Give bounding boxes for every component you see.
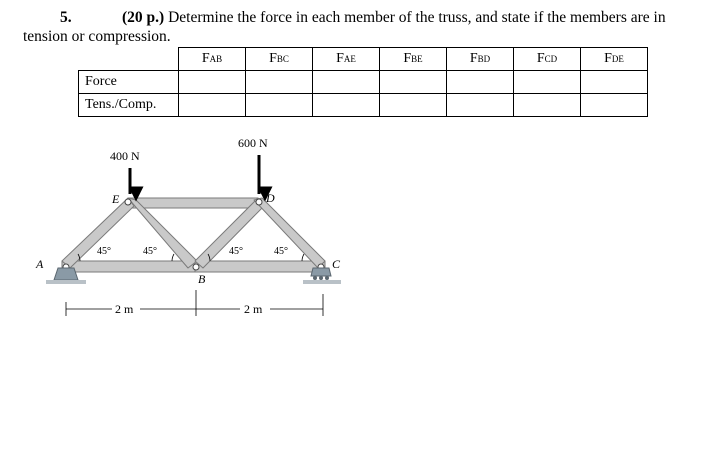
pin-e bbox=[125, 199, 131, 205]
dimension-lines bbox=[66, 290, 323, 316]
joint-label-c: C bbox=[332, 257, 341, 271]
answer-cell[interactable] bbox=[313, 71, 380, 94]
row-label-tens-comp: Tens./Comp. bbox=[79, 94, 179, 117]
table-row-force bbox=[79, 71, 648, 94]
table-header-row bbox=[79, 48, 648, 71]
member-ae bbox=[62, 198, 134, 268]
member-ab bbox=[62, 261, 195, 272]
question-line-2: tension or compression. bbox=[23, 28, 171, 45]
answer-cell[interactable] bbox=[313, 94, 380, 117]
header-f-de: FDE bbox=[581, 48, 648, 71]
joint-label-b: B bbox=[198, 272, 206, 286]
answer-table bbox=[78, 47, 648, 117]
answer-cell[interactable] bbox=[380, 71, 447, 94]
angle-arc bbox=[172, 254, 174, 261]
member-ed bbox=[128, 198, 258, 208]
answer-cell[interactable] bbox=[179, 71, 246, 94]
joint-label-d: D bbox=[266, 191, 275, 205]
question-number: 5. bbox=[60, 9, 72, 26]
table-row-tension-compression bbox=[79, 94, 648, 117]
dimension-label-right: 2 m bbox=[244, 302, 263, 316]
table-corner-cell bbox=[79, 48, 179, 71]
dimension-label-left: 2 m bbox=[115, 302, 134, 316]
angle-label: 45° bbox=[143, 246, 157, 257]
pin-b bbox=[193, 264, 199, 270]
answer-cell[interactable] bbox=[380, 94, 447, 117]
answer-cell[interactable] bbox=[447, 71, 514, 94]
answer-cell[interactable] bbox=[447, 94, 514, 117]
question-text: Determine the force in each member of the truss, and state if the members are in bbox=[168, 9, 666, 26]
header-f-be: FBE bbox=[380, 48, 447, 71]
angle-arc bbox=[302, 254, 304, 261]
answer-cell[interactable] bbox=[179, 94, 246, 117]
member-bc bbox=[195, 261, 325, 272]
row-label-force: Force bbox=[79, 71, 179, 94]
answer-cell[interactable] bbox=[581, 71, 648, 94]
header-f-ae: FAE bbox=[313, 48, 380, 71]
pin-d bbox=[256, 199, 262, 205]
header-f-ab: FAB bbox=[179, 48, 246, 71]
answer-cell[interactable] bbox=[514, 71, 581, 94]
question-line-1 bbox=[60, 9, 666, 27]
joint-label-a: A bbox=[36, 257, 44, 271]
angle-label: 45° bbox=[274, 246, 288, 257]
header-f-bd: FBD bbox=[447, 48, 514, 71]
member-dc bbox=[254, 198, 325, 268]
angle-label: 45° bbox=[97, 246, 111, 257]
answer-cell[interactable] bbox=[246, 94, 313, 117]
angle-label: 45° bbox=[229, 246, 243, 257]
question-points: (20 p.) bbox=[122, 9, 165, 26]
answer-cell[interactable] bbox=[514, 94, 581, 117]
truss-figure bbox=[0, 120, 709, 330]
answer-cell[interactable] bbox=[246, 71, 313, 94]
truss-members bbox=[62, 198, 325, 272]
load-label-400: 400 N bbox=[110, 149, 140, 163]
joint-label-e: E bbox=[112, 192, 120, 206]
answer-cell[interactable] bbox=[581, 94, 648, 117]
load-label-600: 600 N bbox=[238, 136, 268, 150]
header-f-cd: FCD bbox=[514, 48, 581, 71]
header-f-bc: FBC bbox=[246, 48, 313, 71]
